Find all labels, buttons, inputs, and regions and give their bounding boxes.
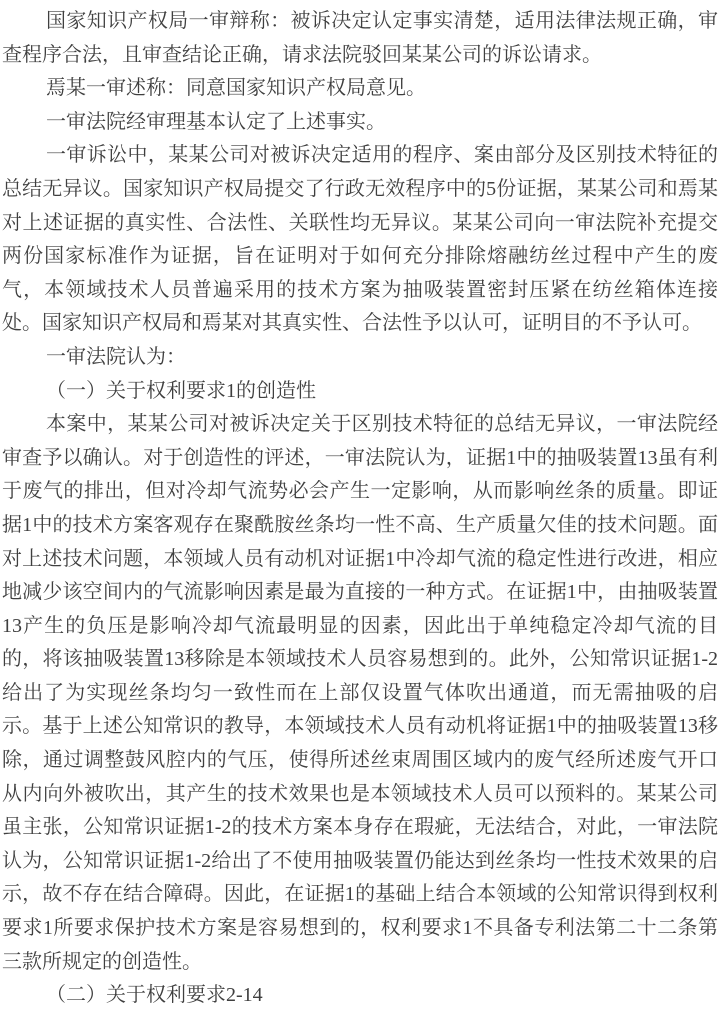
paragraph-claim-1-analysis: 本案中，某某公司对被诉决定关于区别技术特征的总结无异议，一审法院经审查予以确认。对于创造性的评述，一审法院认为，证据1中的抽吸装置13虽有利于废气的排出，但对冷却气流势必会产生一定影响，从而影响丝条的质量。即证据1中的技术方案客观存在聚酰胺丝条均一性不高、生产质量欠佳的技术问题。面对上述技术问题，本领域人员有动机对证据1中冷却气流的稳定性进行改进，相应地减少该空间内的气流影响因素是最为直接的一种方式。在证据1中，由抽吸装置13产生的负压是影响冷却气流最明显的因素，因此出于单纯稳定冷却气流的目的，将该抽吸装置13移除是本领域技术人员容易想到的。此外，公知常识证据1-2给出了为实现丝条均匀一致性而在上部仅设置气体吹出通道，而无需抽吸的启示。基于上述公知常识的教导，本领域技术人员有动机将证据1中的抽吸装置13移除，通过调整鼓风腔内的气压，使得所述丝束周围区域内的废气经所述废气开口从内向外被吹出，其产生的技术效果也是本领域技术人员可以预料的。某某公司虽主张，公知常识证据1-2的技术方案本身存在瑕疵，无法结合，对此，一审法院认为，公知常识证据1-2给出了不使用抽吸装置仍能达到丝条均一性技术效果的启示，故不存在结合障碍。因此，在证据1的基础上结合本领域的公知常识得到权利要求1所要求保护技术方案是容易想到的，权利要求1不具备专利法第二十二条第三款所规定的创造性。 [2,413,718,973]
paragraph-first-instance-evidence: 一审诉讼中，某某公司对被诉决定适用的程序、案由部分及区别技术特征的总结无异议。国家知识产权局提交了行政无效程序中的5份证据，某某公司和焉某对上述证据的真实性、合法性、关联性均无异议。某某公司向一审法院补充提交两份国家标准作为证据，旨在证明对于如何充分排除熔融纺丝过程中产生的废气，本领域技术人员普遍采用的技术方案为抽吸装置密封压紧在纺丝箱体连接处。国家知识产权局和焉某对其真实性、合法性予以认可，证明目的不予认可。 [2,144,718,335]
heading-section-1-claim-1-inventiveness: （一）关于权利要求1的创造性 [46,379,316,402]
paragraph-court-facts-confirmed: 一审法院经审理基本认定了上述事实。 [46,110,386,133]
paragraph-court-opinion-lead: 一审法院认为： [46,345,186,368]
paragraph-statement-yan: 焉某一审述称：同意国家知识产权局意见。 [46,77,426,100]
document-body [2,5,718,1013]
heading-section-2-claims-2-14: （二）关于权利要求2-14 [46,984,263,1007]
paragraph-reply-cnipa: 国家知识产权局一审辩称：被诉决定认定事实清楚，适用法律法规正确，审查程序合法，且审查结论正确，请求法院驳回某某公司的诉讼请求。 [2,10,718,66]
